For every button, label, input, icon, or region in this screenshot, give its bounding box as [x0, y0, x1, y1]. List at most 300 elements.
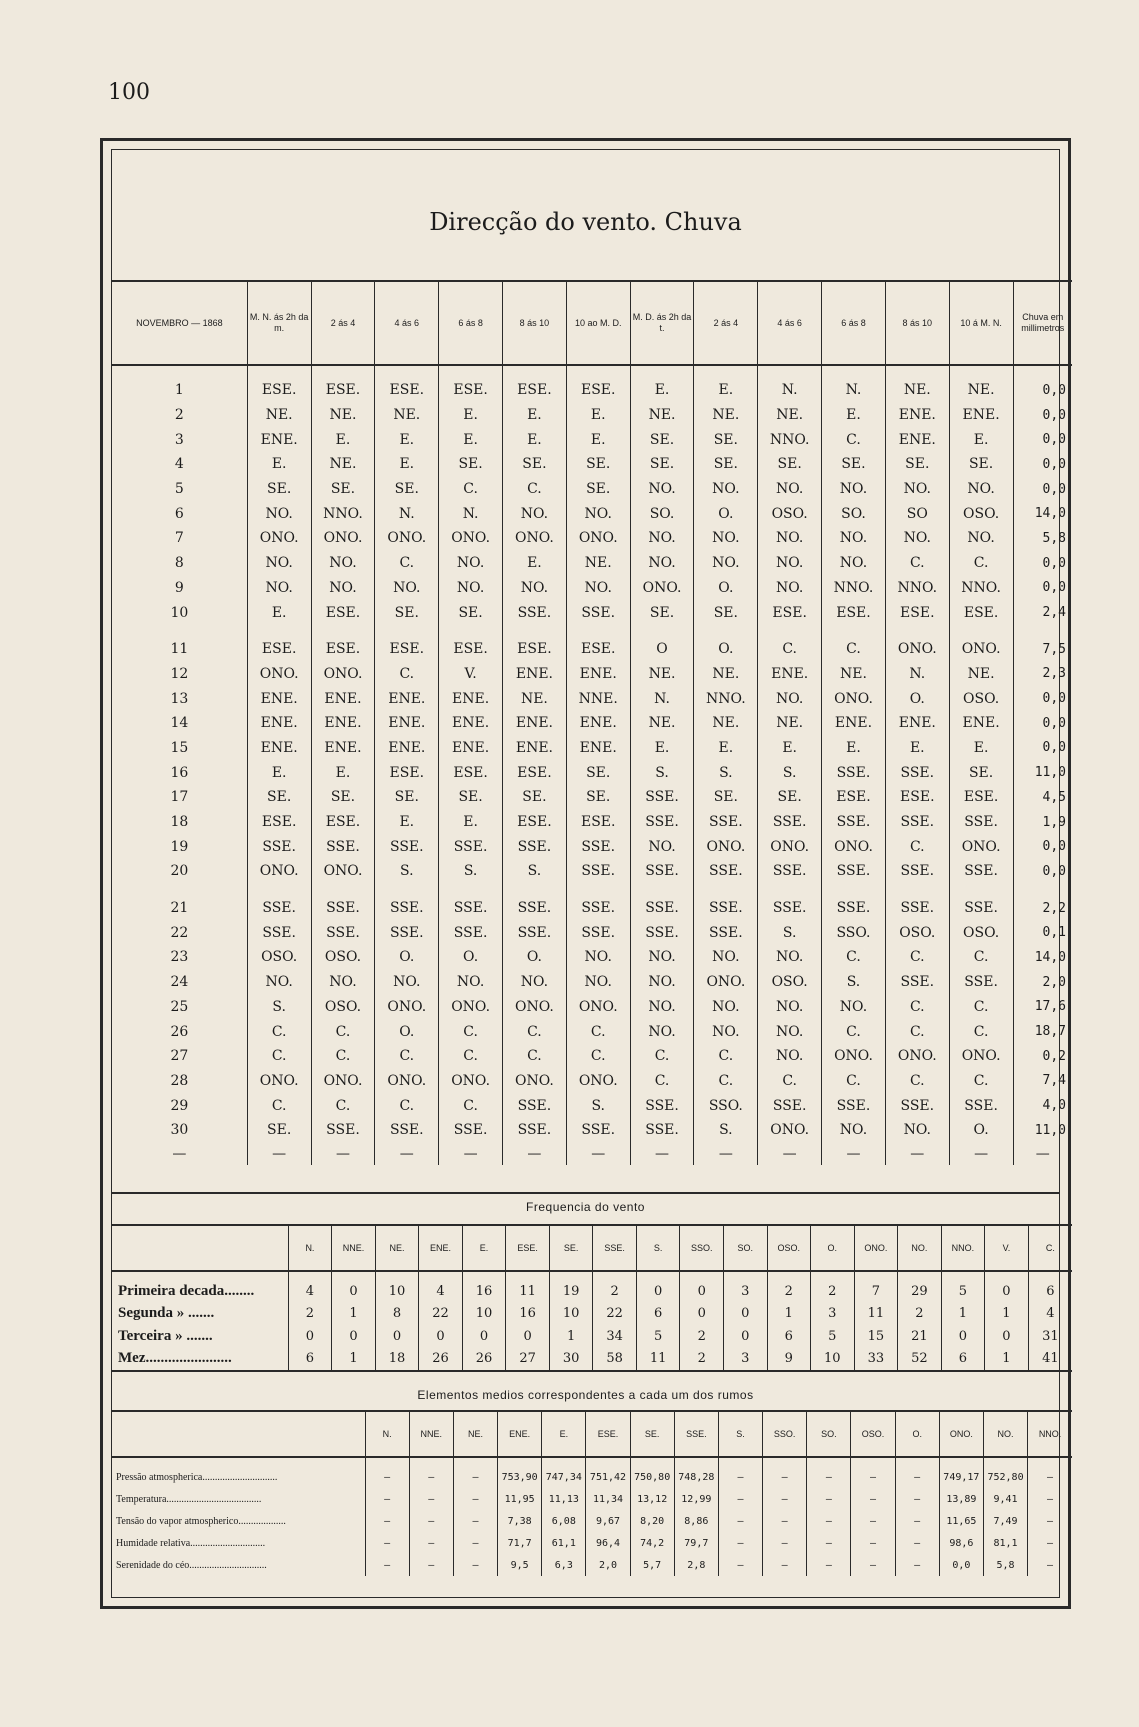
elements-cell: 0,0: [939, 1554, 983, 1576]
table-row: [112, 834, 1072, 859]
wind-cell: ESE.: [566, 810, 630, 835]
rain-cell: 0,0: [1013, 736, 1072, 761]
wind-cell: ONO.: [566, 526, 630, 551]
wind-cell: C.: [822, 945, 886, 970]
wind-cell: NO.: [822, 551, 886, 576]
wind-cell: SSE.: [885, 884, 949, 921]
wind-cell: NO.: [247, 501, 311, 526]
wind-cell: NO.: [439, 551, 503, 576]
frequency-cell: 27: [506, 1348, 550, 1372]
wind-cell: SSE.: [630, 884, 694, 921]
wind-cell: NO.: [949, 477, 1013, 502]
wind-cell: NE.: [758, 711, 822, 736]
wind-cell: S.: [758, 920, 822, 945]
elements-cell: —: [851, 1457, 895, 1488]
frequency-cell: 0: [506, 1325, 550, 1348]
wind-cell: NO.: [949, 526, 1013, 551]
elements-header-cell: NNO.: [1028, 1411, 1072, 1457]
wind-header-cell: 6 ás 8: [439, 281, 503, 365]
table-row: [112, 365, 1072, 403]
wind-cell: C.: [311, 1044, 375, 1069]
wind-cell: NO.: [694, 526, 758, 551]
wind-cell: ONO.: [566, 995, 630, 1020]
wind-cell: O.: [503, 945, 567, 970]
dash-cell: —: [247, 1143, 311, 1165]
wind-cell: ONO.: [822, 686, 886, 711]
wind-cell: ENE.: [375, 736, 439, 761]
wind-cell: S.: [694, 1118, 758, 1143]
frequency-cell: 3: [723, 1271, 767, 1303]
rain-cell: 11,0: [1013, 760, 1072, 785]
wind-cell: NNO.: [949, 576, 1013, 601]
table-row: [112, 920, 1072, 945]
frequency-cell: 1: [549, 1325, 593, 1348]
wind-direction-table: [112, 280, 1072, 1165]
frequency-cell: 10: [375, 1271, 419, 1303]
wind-cell: C.: [439, 477, 503, 502]
wind-cell: ONO.: [503, 995, 567, 1020]
elements-cell: 747,34: [542, 1457, 586, 1488]
frequency-cell: 3: [723, 1348, 767, 1372]
wind-cell: ENE.: [439, 736, 503, 761]
wind-cell: C.: [247, 1019, 311, 1044]
wind-cell: ENE.: [247, 711, 311, 736]
wind-cell: ENE.: [503, 736, 567, 761]
wind-cell: NO.: [885, 1118, 949, 1143]
table-row: [112, 1554, 1072, 1576]
elements-cell: —: [895, 1532, 939, 1554]
elements-header-blank: [112, 1411, 365, 1457]
wind-cell: C.: [439, 1093, 503, 1118]
dash-cell: —: [822, 1143, 886, 1165]
table-row: [112, 526, 1072, 551]
wind-cell: E.: [694, 736, 758, 761]
wind-cell: SE.: [566, 760, 630, 785]
wind-cell: ESE.: [247, 810, 311, 835]
rain-cell: 17,6: [1013, 995, 1072, 1020]
wind-cell: NNO.: [822, 576, 886, 601]
frequency-cell: 18: [375, 1348, 419, 1372]
table-row: [112, 1457, 1072, 1488]
rain-cell: 1,9: [1013, 810, 1072, 835]
dash-cell: —: [1013, 1143, 1072, 1165]
day-cell: 27: [170, 1048, 189, 1065]
elements-cell: 9,41: [983, 1488, 1027, 1510]
elements-cell: 752,80: [983, 1457, 1027, 1488]
elements-table: [112, 1410, 1072, 1576]
wind-cell: ESE.: [503, 810, 567, 835]
wind-cell: SSE.: [566, 600, 630, 625]
elements-cell: —: [1028, 1510, 1072, 1532]
elements-header-cell: NE.: [453, 1411, 497, 1457]
day-cell: 17: [170, 789, 189, 806]
wind-cell: NO.: [311, 970, 375, 995]
wind-cell: O.: [694, 501, 758, 526]
elements-cell: —: [365, 1457, 409, 1488]
wind-cell: ESE.: [247, 365, 311, 403]
frequency-caption: Frequencia do vento: [112, 1192, 1059, 1224]
day-cell: 22: [170, 924, 189, 941]
elements-cell: —: [807, 1510, 851, 1532]
table-row: [112, 995, 1072, 1020]
wind-cell: NO.: [503, 501, 567, 526]
wind-cell: SSE.: [822, 859, 886, 884]
wind-cell: NE.: [630, 662, 694, 687]
wind-cell: N.: [822, 365, 886, 403]
wind-header-cell: NOVEMBRO — 1868: [112, 281, 247, 365]
wind-cell: NO.: [758, 477, 822, 502]
frequency-header-cell: N.: [288, 1225, 332, 1271]
wind-cell: E.: [247, 760, 311, 785]
wind-cell: SE.: [311, 785, 375, 810]
wind-cell: SSE.: [375, 1118, 439, 1143]
wind-cell: ENE.: [503, 711, 567, 736]
wind-cell: ENE.: [439, 711, 503, 736]
frequency-cell: 9: [767, 1348, 811, 1372]
elements-cell: —: [763, 1554, 807, 1576]
elements-cell: 8,20: [630, 1510, 674, 1532]
wind-cell: ENE.: [311, 711, 375, 736]
elements-cell: 6,3: [542, 1554, 586, 1576]
wind-cell: NO.: [630, 551, 694, 576]
rain-cell: 5,8: [1013, 526, 1072, 551]
wind-cell: OSO.: [247, 945, 311, 970]
wind-cell: C.: [503, 1019, 567, 1044]
rain-cell: 14,0: [1013, 501, 1072, 526]
wind-cell: ESE.: [375, 760, 439, 785]
wind-cell: C.: [885, 834, 949, 859]
wind-cell: NO.: [566, 945, 630, 970]
wind-cell: ONO.: [439, 995, 503, 1020]
wind-header-cell: M. N. ás 2h da m.: [247, 281, 311, 365]
wind-cell: NNO.: [885, 576, 949, 601]
wind-cell: C.: [439, 1044, 503, 1069]
wind-cell: NO.: [758, 945, 822, 970]
wind-cell: NO.: [311, 551, 375, 576]
wind-cell: SSE.: [949, 810, 1013, 835]
frequency-header-blank: [112, 1225, 288, 1271]
table-row: [112, 477, 1072, 502]
wind-cell: OSO.: [758, 970, 822, 995]
elements-cell: 61,1: [542, 1532, 586, 1554]
frequency-cell: 2: [288, 1303, 332, 1326]
elements-cell: 71,7: [498, 1532, 542, 1554]
wind-cell: E.: [375, 427, 439, 452]
wind-cell: S.: [503, 859, 567, 884]
wind-cell: NE.: [630, 403, 694, 428]
elements-cell: 11,34: [586, 1488, 630, 1510]
elements-cell: —: [453, 1488, 497, 1510]
wind-cell: SSE.: [885, 970, 949, 995]
wind-cell: E.: [375, 452, 439, 477]
elements-cell: —: [1028, 1488, 1072, 1510]
frequency-cell: 11: [636, 1348, 680, 1372]
wind-cell: C.: [758, 625, 822, 662]
wind-cell: C.: [949, 551, 1013, 576]
wind-cell: NE.: [822, 662, 886, 687]
wind-cell: E.: [503, 403, 567, 428]
wind-cell: ONO.: [439, 1069, 503, 1094]
rain-cell: 11,0: [1013, 1118, 1072, 1143]
day-cell: 15: [170, 739, 189, 756]
wind-cell: SE.: [758, 785, 822, 810]
table-row: [112, 576, 1072, 601]
wind-cell: ONO.: [503, 1069, 567, 1094]
wind-cell: O.: [885, 686, 949, 711]
wind-cell: ESE.: [949, 785, 1013, 810]
elements-header-cell: SO.: [807, 1411, 851, 1457]
wind-cell: NE.: [694, 711, 758, 736]
wind-cell: C.: [311, 1093, 375, 1118]
wind-cell: ONO.: [694, 834, 758, 859]
wind-cell: SSE.: [694, 884, 758, 921]
wind-header-cell: 6 ás 8: [822, 281, 886, 365]
frequency-cell: 1: [985, 1348, 1029, 1372]
rain-cell: 0,0: [1013, 711, 1072, 736]
wind-cell: SE.: [503, 785, 567, 810]
wind-cell: SSE.: [885, 760, 949, 785]
wind-cell: C.: [885, 945, 949, 970]
wind-cell: NE.: [885, 365, 949, 403]
frequency-cell: 33: [854, 1348, 898, 1372]
wind-cell: S.: [630, 760, 694, 785]
rain-cell: 0,0: [1013, 365, 1072, 403]
wind-cell: C.: [885, 1069, 949, 1094]
wind-cell: ESE.: [439, 760, 503, 785]
table-row: [112, 427, 1072, 452]
table-row: [112, 551, 1072, 576]
wind-cell: NO.: [311, 576, 375, 601]
frequency-cell: 1: [985, 1303, 1029, 1326]
wind-cell: SSE.: [375, 884, 439, 921]
wind-cell: ONO.: [439, 526, 503, 551]
wind-cell: S.: [822, 970, 886, 995]
frequency-cell: 0: [680, 1303, 724, 1326]
wind-cell: C.: [566, 1044, 630, 1069]
wind-cell: ONO.: [758, 1118, 822, 1143]
frequency-header-cell: OSO.: [767, 1225, 811, 1271]
table-row: [112, 1348, 1072, 1372]
wind-cell: N.: [439, 501, 503, 526]
wind-cell: ESE.: [375, 625, 439, 662]
elements-cell: —: [851, 1488, 895, 1510]
wind-cell: C.: [885, 995, 949, 1020]
elements-cell: —: [807, 1457, 851, 1488]
day-cell: 29: [170, 1097, 189, 1114]
rain-cell: 4,0: [1013, 1093, 1072, 1118]
frequency-cell: 0: [985, 1271, 1029, 1303]
wind-cell: S.: [758, 760, 822, 785]
frequency-cell: 26: [419, 1348, 463, 1372]
elements-cell: 12,99: [674, 1488, 718, 1510]
day-cell: 9: [174, 579, 184, 596]
wind-cell: C.: [375, 551, 439, 576]
table-row: [112, 1118, 1072, 1143]
table-row: [112, 403, 1072, 428]
wind-cell: ENE.: [949, 403, 1013, 428]
elements-cell: —: [453, 1532, 497, 1554]
elements-cell: —: [895, 1554, 939, 1576]
day-cell: 26: [170, 1023, 189, 1040]
wind-cell: C.: [566, 1019, 630, 1044]
wind-cell: NO.: [758, 576, 822, 601]
dash-cell: —: [311, 1143, 375, 1165]
wind-cell: C.: [949, 1019, 1013, 1044]
frequency-cell: 2: [680, 1348, 724, 1372]
wind-header-cell: 8 ás 10: [503, 281, 567, 365]
day-cell: 13: [170, 690, 189, 707]
frequency-header-cell: C.: [1028, 1225, 1072, 1271]
wind-cell: NO.: [694, 945, 758, 970]
wind-cell: SO: [885, 501, 949, 526]
wind-cell: SSE.: [311, 834, 375, 859]
wind-cell: ONO.: [503, 526, 567, 551]
wind-cell: ESE.: [822, 600, 886, 625]
elements-cell: —: [763, 1510, 807, 1532]
frequency-cell: 2: [898, 1303, 942, 1326]
wind-cell: ENE.: [311, 736, 375, 761]
wind-cell: NE.: [311, 403, 375, 428]
wind-cell: SSE.: [885, 1093, 949, 1118]
frequency-header-cell: E.: [462, 1225, 506, 1271]
frequency-cell: 5: [811, 1325, 855, 1348]
wind-cell: NNO.: [311, 501, 375, 526]
frequency-cell: 0: [462, 1325, 506, 1348]
wind-cell: ONO.: [311, 662, 375, 687]
frequency-cell: 10: [549, 1303, 593, 1326]
wind-cell: OSO.: [311, 995, 375, 1020]
elements-cell: 5,8: [983, 1554, 1027, 1576]
table-row: [112, 970, 1072, 995]
elements-cell: —: [365, 1532, 409, 1554]
wind-cell: NO.: [694, 995, 758, 1020]
frequency-cell: 0: [288, 1325, 332, 1348]
frequency-header-cell: SSE.: [593, 1225, 637, 1271]
wind-cell: NO.: [566, 576, 630, 601]
wind-cell: SSE.: [375, 920, 439, 945]
wind-cell: SSE.: [311, 920, 375, 945]
wind-cell: SSE.: [630, 1093, 694, 1118]
wind-cell: E.: [439, 403, 503, 428]
wind-cell: ENE.: [247, 427, 311, 452]
elements-cell: —: [895, 1510, 939, 1532]
wind-cell: SSE.: [566, 834, 630, 859]
wind-header-cell: M. D. ás 2h da t.: [630, 281, 694, 365]
elements-header-cell: E.: [542, 1411, 586, 1457]
wind-cell: SE.: [630, 452, 694, 477]
wind-cell: ESE.: [375, 365, 439, 403]
wind-cell: ONO.: [375, 1069, 439, 1094]
wind-cell: C.: [694, 1044, 758, 1069]
wind-cell: C.: [949, 995, 1013, 1020]
wind-cell: E.: [247, 600, 311, 625]
wind-cell: ESE.: [439, 625, 503, 662]
rain-cell: 7,4: [1013, 1069, 1072, 1094]
page-title: Direcção do vento. Chuva: [429, 208, 742, 236]
day-cell: 25: [170, 998, 189, 1015]
elements-cell: —: [895, 1457, 939, 1488]
elements-cell: 74,2: [630, 1532, 674, 1554]
elements-cell: —: [718, 1488, 762, 1510]
wind-cell: SE.: [949, 760, 1013, 785]
wind-cell: SSE.: [949, 859, 1013, 884]
frequency-cell: 11: [854, 1303, 898, 1326]
wind-cell: SSE.: [630, 1118, 694, 1143]
wind-cell: NO.: [630, 477, 694, 502]
dash-cell: —: [566, 1143, 630, 1165]
wind-cell: SE.: [247, 1118, 311, 1143]
elements-cell: 9,5: [498, 1554, 542, 1576]
wind-cell: ONO.: [949, 1044, 1013, 1069]
table-frame: [100, 138, 1071, 1609]
table-inner: [111, 149, 1066, 1598]
frequency-cell: 6: [1028, 1271, 1072, 1303]
elements-header-cell: SSO.: [763, 1411, 807, 1457]
day-cell: 8: [174, 555, 184, 572]
wind-cell: ESE.: [503, 625, 567, 662]
wind-cell: SSE.: [694, 859, 758, 884]
wind-cell: SSE.: [247, 920, 311, 945]
wind-cell: NO.: [822, 526, 886, 551]
frequency-cell: 6: [941, 1348, 985, 1372]
wind-cell: NO.: [503, 970, 567, 995]
wind-cell: NO.: [503, 576, 567, 601]
rain-cell: 0,0: [1013, 859, 1072, 884]
wind-cell: SSO.: [694, 1093, 758, 1118]
wind-cell: ENE.: [311, 686, 375, 711]
elements-caption: Elementos medios correspondentes a cada um dos rumos: [417, 1388, 754, 1402]
wind-cell: C.: [247, 1044, 311, 1069]
frequency-cell: 0: [636, 1271, 680, 1303]
wind-cell: SE.: [439, 452, 503, 477]
elements-cell: —: [409, 1554, 453, 1576]
frequency-cell: 58: [593, 1348, 637, 1372]
elements-cell: 748,28: [674, 1457, 718, 1488]
wind-header-row: [112, 281, 1072, 365]
frequency-header-cell: SE.: [549, 1225, 593, 1271]
rain-cell: 14,0: [1013, 945, 1072, 970]
frequency-table: [112, 1224, 1072, 1372]
elements-header-cell: SE.: [630, 1411, 674, 1457]
elements-header-cell: N.: [365, 1411, 409, 1457]
wind-cell: NO.: [758, 686, 822, 711]
wind-cell: NE.: [949, 365, 1013, 403]
wind-cell: E.: [247, 452, 311, 477]
frequency-cell: 1: [941, 1303, 985, 1326]
wind-cell: NO.: [885, 477, 949, 502]
wind-cell: SSE.: [885, 859, 949, 884]
wind-cell: E.: [311, 760, 375, 785]
frequency-cell: 22: [593, 1303, 637, 1326]
frequency-header-cell: ENE.: [419, 1225, 463, 1271]
wind-cell: SSE.: [822, 760, 886, 785]
wind-cell: SE.: [566, 785, 630, 810]
wind-cell: SO.: [630, 501, 694, 526]
wind-cell: E.: [503, 427, 567, 452]
wind-cell: S.: [247, 995, 311, 1020]
elements-cell: 8,86: [674, 1510, 718, 1532]
wind-cell: ENE.: [439, 686, 503, 711]
wind-cell: SSE.: [503, 920, 567, 945]
frequency-cell: 2: [811, 1271, 855, 1303]
elements-cell: 11,13: [542, 1488, 586, 1510]
wind-cell: ENE.: [375, 711, 439, 736]
day-cell: 4: [174, 456, 184, 473]
elements-cell: —: [718, 1457, 762, 1488]
frequency-cell: 1: [332, 1348, 376, 1372]
wind-cell: ENE.: [566, 711, 630, 736]
wind-cell: NE.: [694, 662, 758, 687]
